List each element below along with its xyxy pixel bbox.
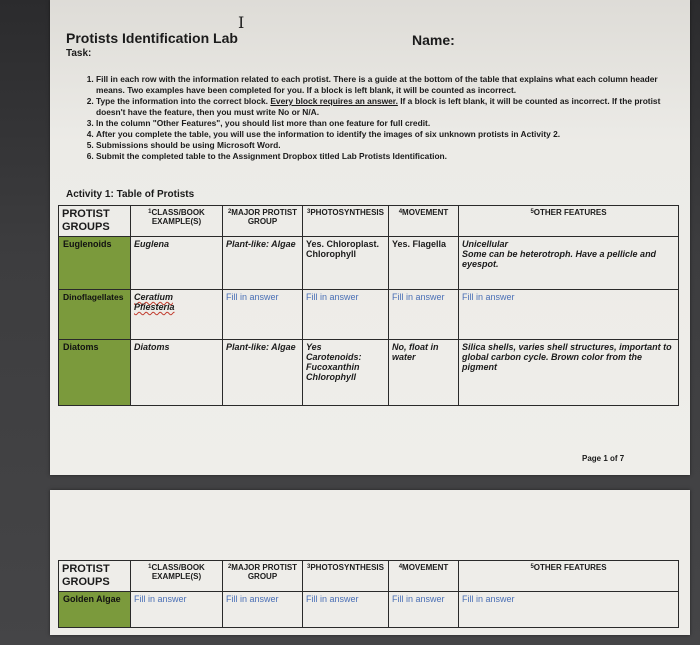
header-major-group: $^2$MAJOR PROTIST GROUP (223, 206, 303, 237)
cell-movement[interactable]: Fill in answer (389, 290, 459, 340)
cell-photosynthesis[interactable]: Fill in answer (303, 592, 389, 628)
cell-other[interactable]: Fill in answer (459, 592, 679, 628)
header-class-book: $^1$CLASS/BOOK EXAMPLE(S) (131, 206, 223, 237)
cell-example[interactable]: Fill in answer (131, 592, 223, 628)
header-other-features: $^5$OTHER FEATURES (459, 561, 679, 592)
header-movement: $^4$MOVEMENT (389, 206, 459, 237)
protists-table-continued (58, 560, 679, 628)
table-row (59, 592, 679, 628)
header-movement: $^4$MOVEMENT (389, 561, 459, 592)
page-number: Page 1 of 7 (582, 454, 625, 463)
table-row (59, 340, 679, 406)
cell-example[interactable]: Ceratium Pfiesteria (131, 290, 223, 340)
cell-other[interactable]: Fill in answer (459, 290, 679, 340)
instruction-item: 1. Fill in each row with the information related to each protist. There is a guide at the bottom of the table that explains what each column header means. Two examples have been completed for you. If a block is left blank, it will be counted as incorrect. (96, 74, 666, 96)
name-label: Name: (412, 32, 455, 48)
instruction-item: 6. Submit the completed table to the Assignment Dropbox titled Lab Protists Identification. (96, 151, 666, 162)
instruction-item: 2. Type the information into the correct block. Every block requires an answer. If a block is left blank, it will be counted as incorrect. If the protist doesn't have the feature, then you must write No or N/A. (96, 96, 666, 118)
header-class-book: $^1$CLASS/BOOK EXAMPLE(S) (131, 561, 223, 592)
header-photosynthesis: $^3$PHOTOSYNTHESIS (303, 561, 389, 592)
header-protist-groups: PROTIST GROUPS (59, 206, 131, 237)
cell-other[interactable]: Unicellular Some can be heterotroph. Have a pellicle and eyespot. (459, 237, 679, 290)
cell-group: Dinoflagellates (59, 290, 131, 340)
header-major-group: $^2$MAJOR PROTIST GROUP (223, 561, 303, 592)
cell-photosynthesis[interactable]: Fill in answer (303, 290, 389, 340)
header-protist-groups: PROTIST GROUPS (59, 561, 131, 592)
cell-photosynthesis[interactable]: Yes Carotenoids: Fucoxanthin Chlorophyll (303, 340, 389, 406)
page-title: Protists Identification Lab (66, 30, 238, 46)
cell-other[interactable]: Silica shells, varies shell structures, important to global carbon cycle. Brown color from the pigment (459, 340, 679, 406)
text-cursor-icon: I (238, 13, 245, 32)
cell-example[interactable]: Diatoms (131, 340, 223, 406)
table-row (59, 290, 679, 340)
cell-major[interactable]: Fill in answer (223, 290, 303, 340)
instruction-item: 5. Submissions should be using Microsoft Word. (96, 140, 666, 151)
cell-major[interactable]: Fill in answer (223, 592, 303, 628)
header-photosynthesis: $^3$PHOTOSYNTHESIS (303, 206, 389, 237)
instruction-item: 4. After you complete the table, you will use the information to identify the images of six unknown protists in Activity 2. (96, 129, 666, 140)
cell-movement[interactable]: No, float in water (389, 340, 459, 406)
cell-group: Euglenoids (59, 237, 131, 290)
cell-photosynthesis[interactable]: Yes. Chloroplast. Chlorophyll (303, 237, 389, 290)
cell-group: Golden Algae (59, 592, 131, 628)
table-row (59, 237, 679, 290)
instruction-item: 3. In the column "Other Features", you should list more than one feature for full credit. (96, 118, 666, 129)
task-label: Task: (66, 48, 92, 59)
cell-example[interactable]: Euglena (131, 237, 223, 290)
cell-group: Diatoms (59, 340, 131, 406)
cell-major[interactable]: Plant-like: Algae (223, 237, 303, 290)
cell-movement[interactable]: Fill in answer (389, 592, 459, 628)
protists-table (58, 205, 679, 406)
instruction-list (82, 74, 666, 162)
cell-movement[interactable]: Yes. Flagella (389, 237, 459, 290)
header-other-features: $^5$OTHER FEATURES (459, 206, 679, 237)
cell-major[interactable]: Plant-like: Algae (223, 340, 303, 406)
activity-title: Activity 1: Table of Protists (66, 189, 195, 200)
